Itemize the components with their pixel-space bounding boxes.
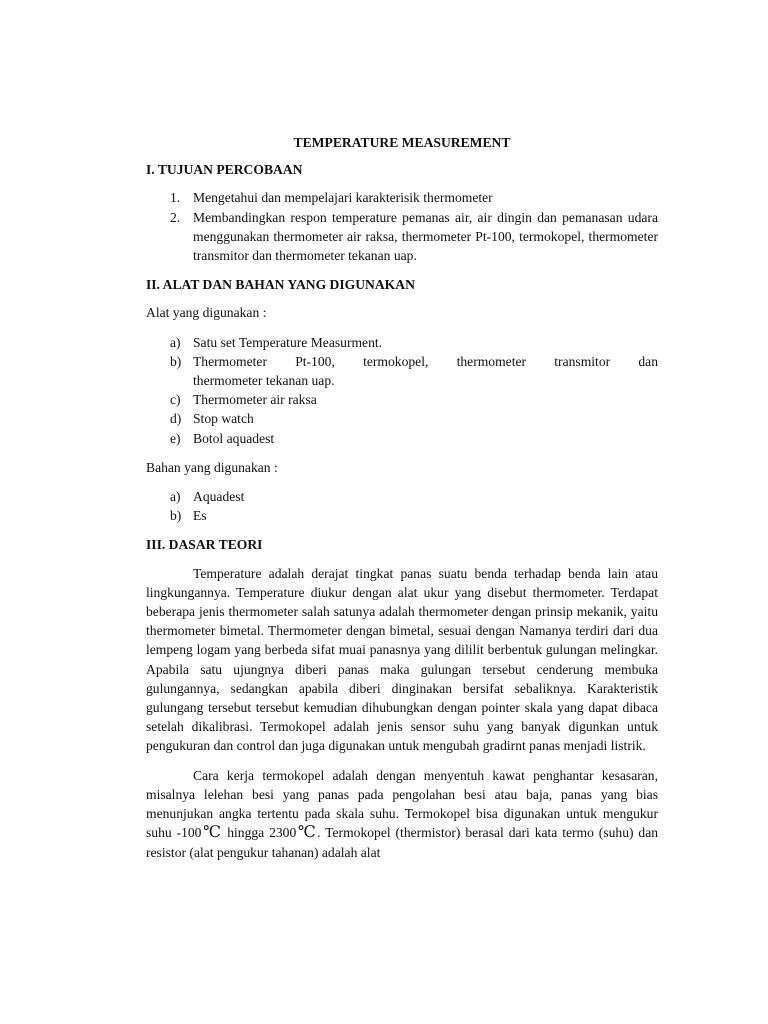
list-item — [146, 352, 658, 390]
list-marker: a) — [170, 334, 181, 350]
section-heading-tujuan: I. TUJUAN PERCOBAAN — [146, 162, 303, 178]
list-marker: b) — [170, 353, 182, 369]
degree-celsius-symbol: ℃ — [201, 824, 223, 842]
list-item-text: Mengetahui dan mempelajari karakterisik thermometer — [193, 190, 493, 206]
list-item — [146, 188, 658, 207]
list-item — [146, 429, 658, 448]
degree-celsius-symbol: ℃ — [296, 824, 318, 842]
document-page — [146, 133, 658, 872]
list-item-text: Botol aquadest — [193, 430, 275, 446]
list-item-line: thermometer tekanan uap. — [193, 373, 335, 389]
alat-label: Alat yang digunakan : — [146, 305, 267, 321]
list-item-text: Stop watch — [193, 411, 254, 427]
bahan-label: Bahan yang digunakan : — [146, 459, 278, 475]
list-marker: c) — [170, 392, 181, 408]
paragraph-text: hingga 2300 — [222, 825, 297, 841]
list-item — [146, 487, 658, 506]
bahan-list — [146, 487, 658, 525]
list-item-line: Thermometer Pt-100, termokopel, thermometer transmitor dan — [193, 353, 658, 369]
list-item — [146, 390, 658, 409]
list-item-text — [193, 352, 658, 390]
list-item — [146, 506, 658, 525]
list-item-text: Thermometer air raksa — [193, 392, 317, 408]
list-item — [146, 409, 658, 428]
paragraph-text: . Termokopel (thermistor) berasal dari kata termo (suhu) dan resistor (alat pengukur tahanan) adalah alat — [146, 825, 659, 860]
list-item-text: Es — [193, 508, 207, 524]
list-item-text: Aquadest — [193, 489, 245, 505]
list-item-text: Satu set Temperature Measurment. — [193, 334, 383, 350]
paragraph-temperature: Temperature adalah derajat tingkat panas suatu benda terhadap benda lain atau lingkungannya. Temperature diukur dengan alat ukur yang disebut thermometer. Terdapat beberapa jenis thermometer salah satunya adalah thermometer dengan prinsip mekanik, yaitu thermometer bimetal. Thermometer dengan bimetal, sesuai dengan Namanya terdiri dari dua lempeng logam yang berbeda sifat muai panasnya yang dililit berbentuk gulungan melingkar. Apabila satu ujungnya diberi panas maka gulungan tersebut cenderung membuka gulungannya, sedangkan apabila diberi dinginakan bersifat sebaliknya. Karakteristik gulungang tersebut tersebut kemudian dihubungkan dengan pointer skala yang dapat dibaca setelah dikalibrasi. Termokopel adalah jenis sensor suhu yang banyak digunkan untuk pengukuran dan control dan juga digunakan untuk mengubah gradirnt panas menjadi listrik. — [146, 565, 658, 754]
list-item — [146, 208, 658, 266]
paragraph-termokopel — [146, 766, 658, 862]
alat-list — [146, 333, 658, 448]
list-marker: b) — [170, 508, 182, 524]
list-marker: 2. — [170, 209, 181, 225]
section-heading-alat-bahan: II. ALAT DAN BAHAN YANG DIGUNAKAN — [146, 277, 415, 293]
list-item — [146, 333, 658, 352]
list-marker: e) — [170, 430, 181, 446]
list-marker: a) — [170, 489, 181, 505]
list-item-text: Membandingkan respon temperature pemanas air, air dingin dan pemanasan udara menggunakan thermometer air raksa, thermometer Pt-100, termokopel, thermometer transmitor dan thermometer tekanan uap. — [193, 209, 658, 264]
list-marker: 1. — [170, 190, 181, 206]
document-title: TEMPERATURE MEASUREMENT — [293, 135, 511, 150]
section-heading-dasar-teori: III. DASAR TEORI — [146, 537, 263, 553]
paragraph-text: Cara kerja termokopel adalah dengan menyentuh kawat penghantar kesasaran, misalnya lelehan besi yang panas pada pengolahan besi atau baja, panas yang bias menunjukan angka tertentu pada skala suhu. Termokopel bisa digunakan untuk mengukur suhu -100 — [146, 767, 658, 841]
tujuan-list — [146, 188, 658, 265]
list-marker: d) — [170, 411, 182, 427]
